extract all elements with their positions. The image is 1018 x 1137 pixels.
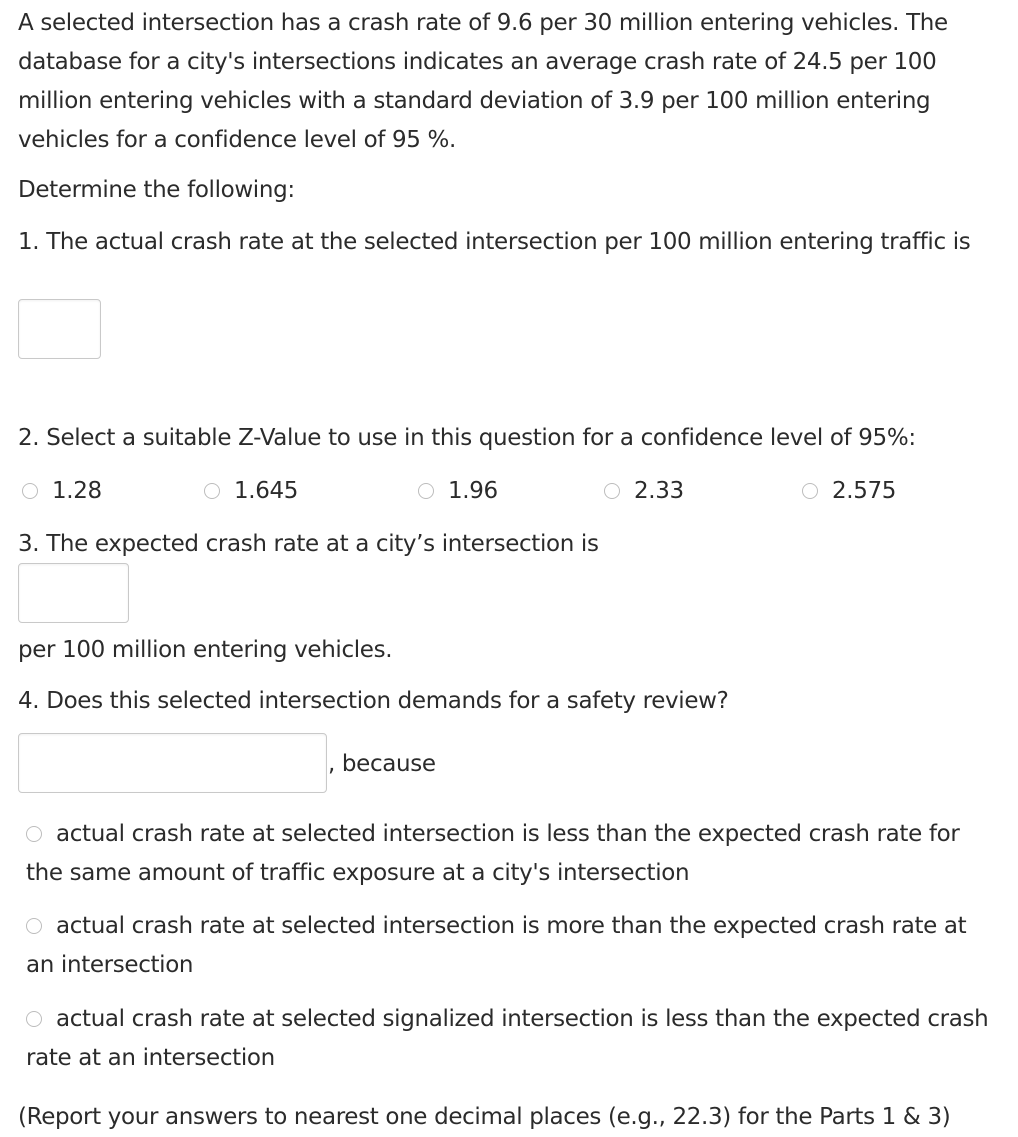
- reason-option-label: actual crash rate at selected intersection is more than the expected crash rate at an intersection: [26, 913, 967, 978]
- radio-button[interactable]: [802, 483, 818, 499]
- radio-button[interactable]: [26, 1011, 42, 1027]
- reason-option-label: actual crash rate at selected intersection is less than the expected crash rate for the same amount of traffic exposure at a city's intersection: [26, 821, 960, 886]
- rounding-note: (Report your answers to nearest one decimal places (e.g., 22.3) for the Parts 1 & 3): [18, 1104, 951, 1130]
- z-option-label: 2.575: [832, 478, 897, 504]
- question-3-answer-input[interactable]: [18, 563, 129, 623]
- z-option-2-33[interactable]: [604, 475, 684, 507]
- z-option-1-96[interactable]: [418, 475, 498, 507]
- question-4-text: 4. Does this selected intersection demands for a safety review?: [18, 688, 729, 714]
- question-2-text: 2. Select a suitable Z-Value to use in this question for a confidence level of 95%:: [18, 425, 916, 451]
- problem-statement: A selected intersection has a crash rate of 9.6 per 30 million entering vehicles. The database for a city's intersections indicates an average crash rate of 24.5 per 100 million entering vehicles with a standard deviation of 3.9 per 100 million entering vehicles for a confidence level of 95 %.: [18, 10, 948, 153]
- z-option-label: 2.33: [634, 478, 684, 504]
- question-1-answer-input[interactable]: [18, 299, 101, 359]
- z-option-2-575[interactable]: [802, 475, 896, 507]
- determine-heading: Determine the following:: [18, 177, 295, 203]
- reason-option-2[interactable]: [26, 907, 1001, 985]
- radio-button[interactable]: [22, 483, 38, 499]
- z-value-options: [0, 475, 1018, 507]
- question-3-text: 3. The expected crash rate at a city’s intersection is: [18, 531, 599, 557]
- question-3-units: per 100 million entering vehicles.: [18, 637, 393, 663]
- z-option-label: 1.645: [234, 478, 299, 504]
- question-4-answer-input[interactable]: [18, 733, 327, 793]
- z-option-label: 1.96: [448, 478, 498, 504]
- question-1-text: 1. The actual crash rate at the selected intersection per 100 million entering traffic is: [18, 229, 971, 255]
- z-option-1-645[interactable]: [204, 475, 298, 507]
- radio-button[interactable]: [418, 483, 434, 499]
- z-option-label: 1.28: [52, 478, 102, 504]
- radio-button[interactable]: [26, 918, 42, 934]
- z-option-1-28[interactable]: [22, 475, 102, 507]
- because-label: , because: [328, 751, 436, 777]
- radio-button[interactable]: [204, 483, 220, 499]
- reason-option-1[interactable]: [26, 815, 1001, 893]
- reason-option-label: actual crash rate at selected signalized intersection is less than the expected crash rate at an intersection: [26, 1006, 989, 1071]
- radio-button[interactable]: [26, 826, 42, 842]
- radio-button[interactable]: [604, 483, 620, 499]
- reason-option-3[interactable]: [26, 1000, 1001, 1078]
